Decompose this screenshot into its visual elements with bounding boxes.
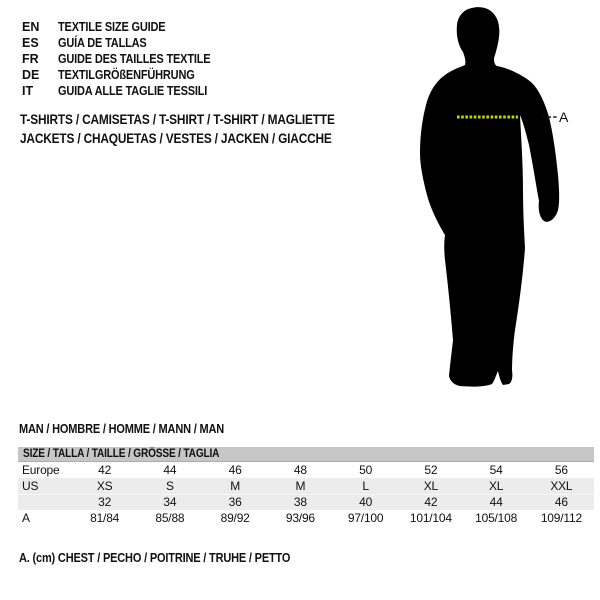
language-label: TEXTILE SIZE GUIDE [58,20,166,34]
size-cell: 40 [359,495,373,509]
table-row-chest-a [18,510,594,526]
size-cell: 36 [228,495,242,509]
size-cell: 32 [98,495,112,509]
size-cell: 46 [228,463,242,477]
size-cell: L [362,479,369,493]
language-row-es [22,35,231,51]
row-label: A [22,511,30,525]
size-cell: 89/92 [220,511,250,525]
size-cell: XL [488,479,504,493]
language-row-it [22,83,231,99]
size-table-header: SIZE / TALLA / TAILLE / GRÖSSE / TAGLIA [18,447,594,462]
language-row-fr [22,51,231,67]
size-cell: S [165,479,174,493]
size-cell: 52 [424,463,438,477]
language-label: TEXTILGRÖßENFÜHRUNG [58,68,195,82]
section-heading-man: MAN / HOMBRE / HOMME / MANN / MAN [19,422,225,436]
category-jackets: JACKETS / CHAQUETAS / VESTES / JACKEN / GIACCHE [20,130,332,146]
size-cell: XXL [550,479,573,493]
size-table [18,447,594,526]
size-cell: M [295,479,306,493]
category-tshirts: T-SHIRTS / CAMISETAS / T-SHIRT / T-SHIRT / MAGLIETTE [20,112,335,127]
size-cell: 109/112 [540,511,582,525]
language-label: GUÍA DE TALLAS [58,36,147,50]
language-row-de [22,67,231,83]
size-cell: 81/84 [90,511,120,525]
size-cell: 56 [554,463,568,477]
size-cell: 34 [163,495,177,509]
size-cell: 38 [293,495,307,509]
size-cell: M [230,479,241,493]
size-cell: XL [423,479,439,493]
size-cell: 105/108 [475,511,518,525]
size-cell: XS [96,479,113,493]
language-label: GUIDA ALLE TAGLIE TESSILI [58,84,208,98]
size-cell: 97/100 [347,511,384,525]
language-code: EN [22,20,40,34]
language-label: GUIDE DES TAILLES TEXTILE [58,52,211,66]
language-row-en [22,19,231,35]
size-cell: 50 [359,463,373,477]
man-silhouette [415,5,575,390]
size-cell: 93/96 [285,511,315,525]
table-row-numeric [18,494,594,510]
size-cell: 101/104 [409,511,452,525]
size-cell: 44 [163,463,177,477]
size-cell: 54 [489,463,503,477]
table-row-us [18,478,594,494]
size-cell: 44 [489,495,503,509]
language-title-block [22,19,231,99]
category-block [20,111,378,148]
language-code: FR [22,52,39,66]
measure-label-a: A [559,109,569,125]
row-label: US [22,479,39,493]
row-label: Europe [22,463,60,477]
measurement-footnote: A. (cm) CHEST / PECHO / POITRINE / TRUHE / PETTO [19,551,291,565]
size-cell: 46 [554,495,568,509]
language-code: IT [22,84,34,98]
size-cell: 42 [98,463,112,477]
language-code: DE [22,68,40,82]
table-row-europe [18,462,594,478]
size-cell: 48 [293,463,307,477]
size-cell: 42 [424,495,438,509]
man-silhouette-figure [415,5,575,390]
size-cell: 85/88 [155,511,185,525]
language-code: ES [22,36,39,50]
